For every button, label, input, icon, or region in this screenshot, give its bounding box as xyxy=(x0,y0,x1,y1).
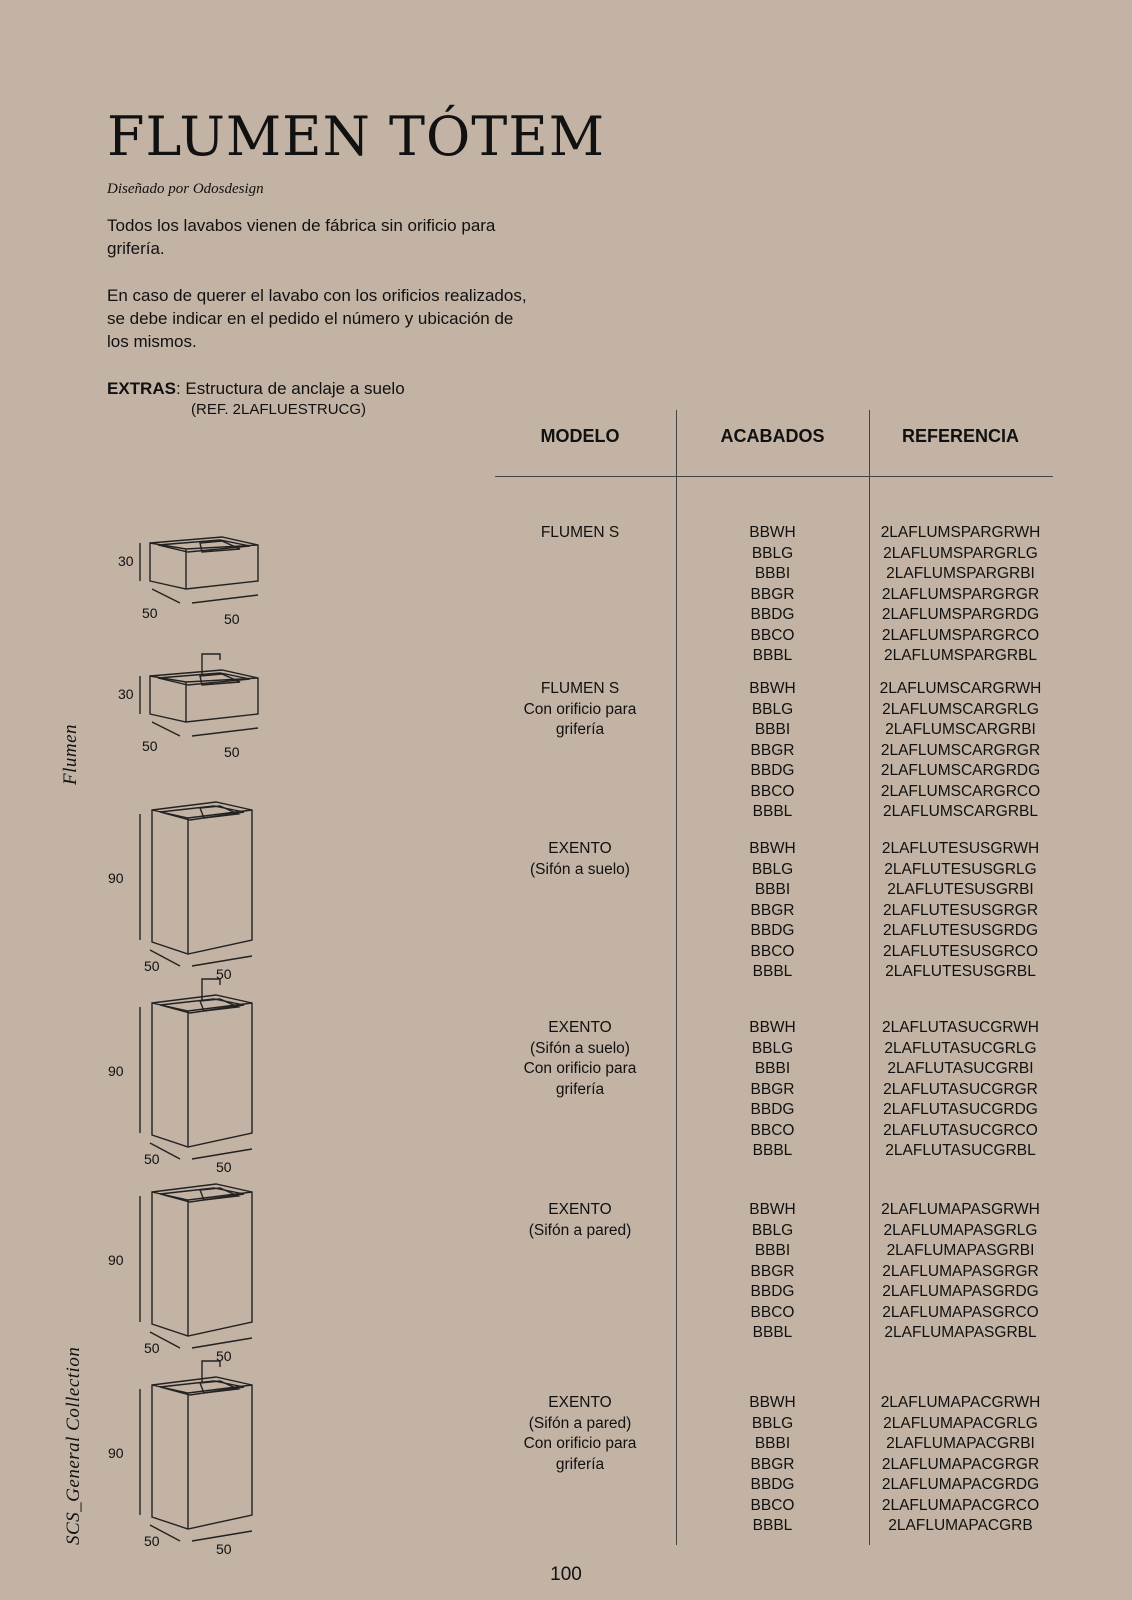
extras-label: EXTRAS xyxy=(107,379,176,398)
reference-cell xyxy=(868,1018,1053,1162)
reference-cell-line: 2LAFLUMAPASGRBL xyxy=(884,1324,1037,1341)
reference-cell-line: 2LAFLUTASUCGRGR xyxy=(883,1080,1038,1098)
finishes-cell-line: BBGR xyxy=(750,741,795,759)
dimension-depth: 50 xyxy=(144,1533,160,1549)
reference-cell-line: 2LAFLUTESUSGRCO xyxy=(882,942,1039,960)
finishes-cell-line: BBCO xyxy=(750,782,795,800)
extras-reference: (REF. 2LAFLUESTRUCG) xyxy=(191,401,367,418)
dimension-height: 90 xyxy=(108,870,124,886)
finishes-cell-line: BBLG xyxy=(751,1414,794,1432)
finishes-cell-line: BBBL xyxy=(752,963,793,980)
finishes-cell-line: BBDG xyxy=(750,1476,795,1493)
model-cell xyxy=(495,1393,665,1475)
side-collection-label: SCS_General Collection xyxy=(63,1346,84,1545)
reference-cell-line: 2LAFLUMAPASGRWH xyxy=(881,1201,1040,1218)
finishes-cell-line: BBBI xyxy=(754,1242,791,1259)
finishes-cell-line: BBWH xyxy=(749,1019,796,1036)
reference-cell-line: 2LAFLUMAPASGRDG xyxy=(882,1283,1039,1300)
reference-cell xyxy=(868,1393,1053,1537)
dimension-depth: 50 xyxy=(142,605,158,621)
model-cell-line: (Sifón a suelo) xyxy=(530,1039,630,1057)
reference-cell-line: 2LAFLUTASUCGRBI xyxy=(887,1060,1034,1077)
header-reference: REFERENCIA xyxy=(901,426,1019,446)
finishes-cell-line: BBBI xyxy=(754,1060,791,1077)
finishes-cell-line: BBGR xyxy=(750,585,795,603)
page-title: FLUMEN TÓTEM xyxy=(107,105,606,168)
dimension-width: 50 xyxy=(216,1541,232,1557)
dimension-height: 30 xyxy=(118,686,134,702)
finishes-cell-line: BBBL xyxy=(752,1324,793,1341)
reference-cell-line: 2LAFLUMSCARGRWH xyxy=(879,680,1042,697)
reference-cell-line: 2LAFLUTESUSGRWH xyxy=(881,840,1040,857)
reference-cell-line: 2LAFLUMSPARGRDG xyxy=(881,606,1040,623)
model-cell xyxy=(495,523,665,544)
dimension-width: 50 xyxy=(216,1159,232,1175)
finishes-cell-line: BBDG xyxy=(750,762,795,779)
finishes-cell-line: BBDG xyxy=(750,1283,795,1300)
reference-cell-line: 2LAFLUTASUCGRDG xyxy=(883,1101,1038,1118)
extras-line xyxy=(107,378,405,400)
reference-cell-line: 2LAFLUMSPARGRBI xyxy=(886,565,1035,582)
finishes-cell-line: BBGR xyxy=(750,901,795,919)
reference-cell-line: 2LAFLUMSCARGRBL xyxy=(882,803,1039,820)
reference-cell-line: 2LAFLUMAPACGRDG xyxy=(881,1476,1040,1493)
model-cell-line: FLUMEN S xyxy=(540,524,620,541)
finishes-cell-line: BBWH xyxy=(749,1201,796,1218)
dimension-width: 50 xyxy=(216,1348,232,1364)
model-cell xyxy=(495,1200,665,1241)
reference-cell-line: 2LAFLUMAPACGRBI xyxy=(886,1435,1035,1452)
model-cell-line: (Sifón a suelo) xyxy=(530,860,630,878)
dimension-width: 50 xyxy=(224,611,240,627)
finishes-cell-line: BBWH xyxy=(749,840,796,857)
dimension-depth: 50 xyxy=(144,1340,160,1356)
finishes-cell-line: BBGR xyxy=(750,1455,795,1473)
model-cell-line: grifería xyxy=(555,721,605,738)
reference-cell-line: 2LAFLUTASUCGRWH xyxy=(881,1019,1040,1036)
basin-drawing xyxy=(130,1182,300,1362)
reference-cell-line: 2LAFLUMAPASGRLG xyxy=(883,1221,1038,1239)
model-cell xyxy=(495,1018,665,1100)
reference-cell-line: 2LAFLUMSCARGRLG xyxy=(882,700,1039,718)
finishes-cell-line: BBLG xyxy=(751,1221,794,1239)
reference-cell xyxy=(868,1200,1053,1344)
reference-cell-line: 2LAFLUMAPASGRCO xyxy=(882,1303,1039,1321)
reference-cell-line: 2LAFLUMSPARGRWH xyxy=(880,524,1041,541)
reference-cell-line: 2LAFLUTESUSGRBI xyxy=(887,881,1034,898)
finishes-cell-line: BBBI xyxy=(754,565,791,582)
finishes-cell xyxy=(680,1393,865,1537)
model-cell-line: grifería xyxy=(555,1080,605,1098)
finishes-cell-line: BBCO xyxy=(750,1121,795,1139)
page-number: 100 xyxy=(550,1564,582,1585)
header-divider xyxy=(495,476,1053,477)
dimension-width: 50 xyxy=(224,744,240,760)
intro-paragraph-2: En caso de querer el lavabo con los orificios realizados, se debe indicar en el pedido el número y ubicación de los mismos. xyxy=(107,286,527,351)
header-finishes: ACABADOS xyxy=(720,426,825,446)
finishes-cell xyxy=(680,679,865,823)
model-cell-line: Con orificio para xyxy=(523,1060,637,1077)
reference-cell-line: 2LAFLUMSPARGRGR xyxy=(881,585,1040,603)
model-cell-line: Con orificio para xyxy=(523,700,637,718)
reference-cell-line: 2LAFLUMSCARGRGR xyxy=(880,741,1041,759)
finishes-cell-line: BBBI xyxy=(754,721,791,738)
model-cell-line: grifería xyxy=(555,1455,605,1473)
model-cell-line: EXENTO xyxy=(548,840,612,857)
finishes-cell-line: BBLG xyxy=(751,700,794,718)
reference-cell-line: 2LAFLUMSPARGRBL xyxy=(883,647,1038,664)
reference-cell-line: 2LAFLUTASUCGRLG xyxy=(884,1039,1037,1057)
finishes-cell-line: BBDG xyxy=(750,1101,795,1118)
reference-cell-line: 2LAFLUMSPARGRCO xyxy=(881,626,1040,644)
column-divider-1 xyxy=(676,410,677,1545)
model-cell-line: EXENTO xyxy=(548,1394,612,1411)
basin-drawing xyxy=(130,800,300,980)
finishes-cell-line: BBLG xyxy=(751,1039,794,1057)
intro-paragraph-1: Todos los lavabos vienen de fábrica sin orificio para grifería. xyxy=(107,216,496,258)
dimension-depth: 50 xyxy=(142,738,158,754)
model-cell-line: (Sifón a pared) xyxy=(528,1414,632,1432)
finishes-cell-line: BBWH xyxy=(749,524,796,541)
dimension-depth: 50 xyxy=(144,1151,160,1167)
model-cell-line: EXENTO xyxy=(548,1019,612,1036)
finishes-cell-line: BBBL xyxy=(752,647,793,664)
model-cell-line: Con orificio para xyxy=(523,1435,637,1452)
finishes-cell xyxy=(680,1200,865,1344)
finishes-cell-line: BBLG xyxy=(751,860,794,878)
designer-credit: Diseñado por Odosdesign xyxy=(107,181,264,197)
finishes-cell-line: BBGR xyxy=(750,1262,795,1280)
header-model: MODELO xyxy=(540,426,620,446)
reference-cell-line: 2LAFLUTESUSGRGR xyxy=(882,901,1039,919)
model-cell-line: EXENTO xyxy=(548,1201,612,1218)
reference-cell-line: 2LAFLUMAPACGRGR xyxy=(881,1455,1040,1473)
finishes-cell-line: BBBL xyxy=(752,1142,793,1159)
reference-cell-line: 2LAFLUMSPARGRLG xyxy=(883,544,1038,562)
reference-cell xyxy=(868,679,1053,823)
dimension-height: 30 xyxy=(118,553,134,569)
finishes-cell-line: BBDG xyxy=(750,606,795,623)
reference-cell-line: 2LAFLUMSCARGRDG xyxy=(880,762,1041,779)
finishes-cell-line: BBCO xyxy=(750,1303,795,1321)
finishes-cell xyxy=(680,839,865,983)
dimension-height: 90 xyxy=(108,1445,124,1461)
model-cell-line: (Sifón a pared) xyxy=(528,1221,632,1239)
reference-cell xyxy=(868,839,1053,983)
dimension-height: 90 xyxy=(108,1063,124,1079)
reference-cell-line: 2LAFLUMSCARGRBI xyxy=(885,721,1036,738)
reference-cell-line: 2LAFLUTASUCGRBL xyxy=(885,1142,1036,1159)
reference-cell-line: 2LAFLUTESUSGRDG xyxy=(882,922,1039,939)
finishes-cell xyxy=(680,523,865,667)
basin-drawing xyxy=(130,1375,300,1555)
finishes-cell xyxy=(680,1018,865,1162)
finishes-cell-line: BBDG xyxy=(750,922,795,939)
finishes-cell-line: BBBI xyxy=(754,881,791,898)
reference-cell-line: 2LAFLUMAPACGRCO xyxy=(881,1496,1040,1514)
reference-cell-line: 2LAFLUTESUSGRLG xyxy=(884,860,1037,878)
reference-cell-line: 2LAFLUMAPACGRB xyxy=(888,1517,1033,1534)
model-cell-line: FLUMEN S xyxy=(540,680,620,697)
reference-cell-line: 2LAFLUMSCARGRCO xyxy=(880,782,1041,800)
finishes-cell-line: BBCO xyxy=(750,626,795,644)
finishes-cell-line: BBBI xyxy=(754,1435,791,1452)
finishes-cell-line: BBBL xyxy=(752,803,793,820)
finishes-cell-line: BBCO xyxy=(750,942,795,960)
reference-cell-line: 2LAFLUMAPACGRLG xyxy=(883,1414,1038,1432)
reference-cell-line: 2LAFLUMAPASGRGR xyxy=(882,1262,1039,1280)
side-series-label: Flumen xyxy=(60,723,81,785)
reference-cell xyxy=(868,523,1053,667)
model-cell xyxy=(495,679,665,741)
finishes-cell-line: BBWH xyxy=(749,680,796,697)
dimension-depth: 50 xyxy=(144,958,160,974)
reference-cell-line: 2LAFLUTESUSGRBL xyxy=(885,963,1036,980)
reference-cell-line: 2LAFLUMAPACGRWH xyxy=(880,1394,1041,1411)
finishes-cell-line: BBLG xyxy=(751,544,794,562)
model-cell xyxy=(495,839,665,880)
dimension-height: 90 xyxy=(108,1252,124,1268)
reference-cell-line: 2LAFLUMAPASGRBI xyxy=(886,1242,1035,1259)
reference-cell-line: 2LAFLUTASUCGRCO xyxy=(883,1121,1038,1139)
basin-drawing xyxy=(130,993,300,1173)
dimension-width: 50 xyxy=(216,966,232,982)
finishes-cell-line: BBGR xyxy=(750,1080,795,1098)
finishes-cell-line: BBWH xyxy=(749,1394,796,1411)
finishes-cell-line: BBCO xyxy=(750,1496,795,1514)
extras-text: : Estructura de anclaje a suelo xyxy=(175,379,405,398)
finishes-cell-line: BBBL xyxy=(752,1517,793,1534)
